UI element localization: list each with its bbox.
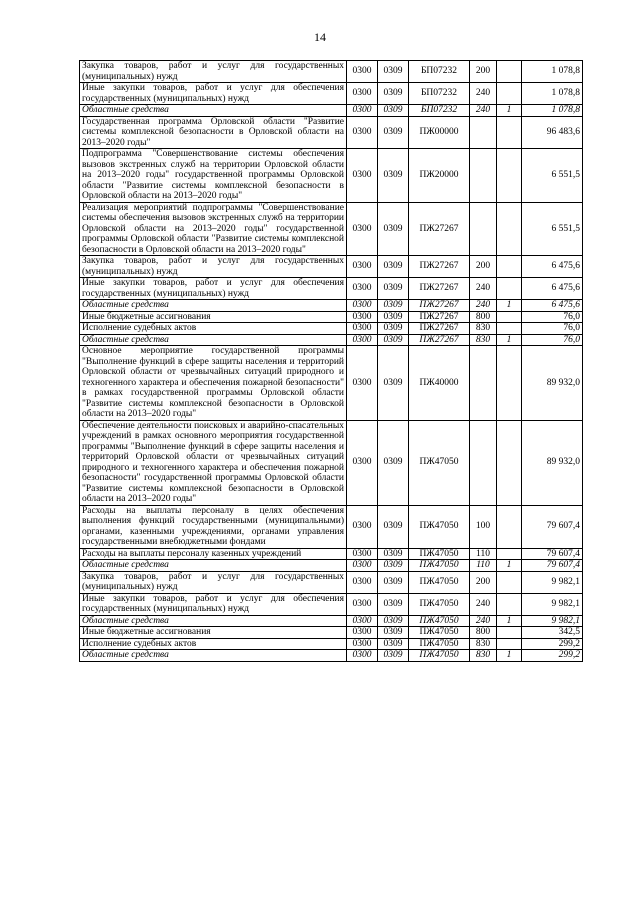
row-funding-source: 1	[497, 300, 522, 312]
row-target-article: БП07232	[409, 105, 470, 117]
row-razdel: 0300	[347, 202, 378, 256]
row-funding-source: 1	[497, 615, 522, 627]
row-podrazdel: 0309	[378, 650, 409, 662]
row-amount: 6 551,5	[522, 149, 583, 203]
row-amount: 89 932,0	[522, 420, 583, 505]
row-target-article: ПЖ27267	[409, 256, 470, 278]
row-funding-source	[497, 346, 522, 421]
table-row	[80, 571, 583, 593]
table-row	[80, 334, 583, 346]
row-amount: 76,0	[522, 334, 583, 346]
row-razdel: 0300	[347, 300, 378, 312]
row-target-article: ПЖ47050	[409, 638, 470, 650]
table-row	[80, 311, 583, 323]
row-expense-type: 800	[470, 311, 497, 323]
row-name: Исполнение судебных актов	[80, 323, 347, 335]
row-name: Исполнение судебных актов	[80, 638, 347, 650]
row-funding-source	[497, 638, 522, 650]
row-name: Закупка товаров, работ и услуг для государственных (муниципальных) нужд	[80, 571, 347, 593]
row-target-article: ПЖ27267	[409, 311, 470, 323]
row-name: Областные средства	[80, 650, 347, 662]
row-name: Иные закупки товаров, работ и услуг для обеспечения государственных (муниципальных) нужд	[80, 278, 347, 300]
row-funding-source: 1	[497, 105, 522, 117]
row-razdel: 0300	[347, 560, 378, 572]
row-funding-source	[497, 505, 522, 548]
row-funding-source	[497, 116, 522, 149]
row-name: Областные средства	[80, 560, 347, 572]
row-target-article: БП07232	[409, 61, 470, 83]
row-name: Подпрограмма "Совершенствование системы обеспечения вызовов экстренных служб на территории Орловской области на 2013–2020 годы" государственной программы Орловской области "Развитие системы комплексной безопасности в Орловской области на 2013–2020 годы"	[80, 149, 347, 203]
row-target-article: ПЖ47050	[409, 650, 470, 662]
row-amount: 9 982,1	[522, 615, 583, 627]
row-target-article: ПЖ27267	[409, 278, 470, 300]
row-podrazdel: 0309	[378, 83, 409, 105]
row-target-article: ПЖ47050	[409, 548, 470, 560]
row-funding-source	[497, 61, 522, 83]
row-razdel: 0300	[347, 116, 378, 149]
row-target-article: ПЖ47050	[409, 593, 470, 615]
row-podrazdel: 0309	[378, 560, 409, 572]
table-row	[80, 615, 583, 627]
row-name: Иные закупки товаров, работ и услуг для обеспечения государственных (муниципальных) нужд	[80, 593, 347, 615]
row-podrazdel: 0309	[378, 149, 409, 203]
row-name: Закупка товаров, работ и услуг для государственных (муниципальных) нужд	[80, 256, 347, 278]
row-podrazdel: 0309	[378, 571, 409, 593]
row-target-article: ПЖ00000	[409, 116, 470, 149]
row-razdel: 0300	[347, 615, 378, 627]
row-podrazdel: 0309	[378, 278, 409, 300]
row-razdel: 0300	[347, 571, 378, 593]
table-row	[80, 300, 583, 312]
row-podrazdel: 0309	[378, 202, 409, 256]
row-target-article: ПЖ27267	[409, 202, 470, 256]
row-target-article: ПЖ47050	[409, 627, 470, 639]
row-target-article: ПЖ20000	[409, 149, 470, 203]
row-target-article: ПЖ47050	[409, 560, 470, 572]
row-amount: 9 982,1	[522, 571, 583, 593]
row-funding-source: 1	[497, 560, 522, 572]
row-funding-source	[497, 323, 522, 335]
row-expense-type: 800	[470, 627, 497, 639]
row-razdel: 0300	[347, 548, 378, 560]
table-row	[80, 505, 583, 548]
row-target-article: ПЖ27267	[409, 300, 470, 312]
row-funding-source	[497, 420, 522, 505]
row-podrazdel: 0309	[378, 311, 409, 323]
row-expense-type: 240	[470, 615, 497, 627]
row-razdel: 0300	[347, 149, 378, 203]
row-podrazdel: 0309	[378, 323, 409, 335]
row-amount: 79 607,4	[522, 560, 583, 572]
row-name: Закупка товаров, работ и услуг для государственных (муниципальных) нужд	[80, 61, 347, 83]
row-expense-type: 830	[470, 638, 497, 650]
row-amount: 89 932,0	[522, 346, 583, 421]
row-amount: 76,0	[522, 323, 583, 335]
table-row	[80, 323, 583, 335]
row-amount: 79 607,4	[522, 505, 583, 548]
row-name: Областные средства	[80, 334, 347, 346]
row-expense-type: 100	[470, 505, 497, 548]
row-funding-source	[497, 571, 522, 593]
row-razdel: 0300	[347, 334, 378, 346]
row-funding-source	[497, 311, 522, 323]
row-funding-source	[497, 627, 522, 639]
row-podrazdel: 0309	[378, 256, 409, 278]
row-razdel: 0300	[347, 627, 378, 639]
row-expense-type: 200	[470, 61, 497, 83]
table-row	[80, 627, 583, 639]
row-razdel: 0300	[347, 420, 378, 505]
row-amount: 1 078,8	[522, 61, 583, 83]
row-name: Областные средства	[80, 615, 347, 627]
table-row	[80, 116, 583, 149]
row-expense-type	[470, 420, 497, 505]
row-target-article: ПЖ47050	[409, 505, 470, 548]
row-target-article: БП07232	[409, 83, 470, 105]
row-funding-source	[497, 202, 522, 256]
row-razdel: 0300	[347, 346, 378, 421]
row-amount: 299,2	[522, 638, 583, 650]
table-row	[80, 638, 583, 650]
row-expense-type: 110	[470, 548, 497, 560]
row-razdel: 0300	[347, 278, 378, 300]
row-podrazdel: 0309	[378, 334, 409, 346]
row-target-article: ПЖ47050	[409, 615, 470, 627]
row-podrazdel: 0309	[378, 420, 409, 505]
row-amount: 6 551,5	[522, 202, 583, 256]
table-row	[80, 105, 583, 117]
row-podrazdel: 0309	[378, 548, 409, 560]
row-amount: 76,0	[522, 311, 583, 323]
row-expense-type	[470, 346, 497, 421]
table-row	[80, 593, 583, 615]
row-expense-type: 830	[470, 334, 497, 346]
row-name: Областные средства	[80, 105, 347, 117]
row-razdel: 0300	[347, 505, 378, 548]
row-funding-source	[497, 83, 522, 105]
row-expense-type: 240	[470, 105, 497, 117]
row-podrazdel: 0309	[378, 61, 409, 83]
row-amount: 6 475,6	[522, 256, 583, 278]
row-funding-source	[497, 149, 522, 203]
row-razdel: 0300	[347, 650, 378, 662]
row-target-article: ПЖ47050	[409, 571, 470, 593]
row-name: Областные средства	[80, 300, 347, 312]
row-razdel: 0300	[347, 61, 378, 83]
row-expense-type: 240	[470, 83, 497, 105]
budget-table-body	[80, 61, 583, 662]
row-amount: 342,5	[522, 627, 583, 639]
row-target-article: ПЖ40000	[409, 346, 470, 421]
row-podrazdel: 0309	[378, 105, 409, 117]
row-expense-type: 830	[470, 323, 497, 335]
table-row	[80, 149, 583, 203]
table-row	[80, 420, 583, 505]
row-expense-type: 240	[470, 593, 497, 615]
row-razdel: 0300	[347, 83, 378, 105]
row-expense-type: 200	[470, 256, 497, 278]
row-name: Иные бюджетные ассигнования	[80, 627, 347, 639]
row-name: Иные бюджетные ассигнования	[80, 311, 347, 323]
row-podrazdel: 0309	[378, 116, 409, 149]
row-name: Иные закупки товаров, работ и услуг для обеспечения государственных (муниципальных) нужд	[80, 83, 347, 105]
page-number: 14	[314, 30, 326, 44]
table-row	[80, 83, 583, 105]
row-name: Государственная программа Орловской области "Развитие системы комплексной безопасности в Орловской области на 2013–2020 годы"	[80, 116, 347, 149]
row-funding-source	[497, 256, 522, 278]
row-funding-source: 1	[497, 334, 522, 346]
row-amount: 9 982,1	[522, 593, 583, 615]
row-razdel: 0300	[347, 105, 378, 117]
row-razdel: 0300	[347, 638, 378, 650]
table-row	[80, 256, 583, 278]
row-expense-type: 110	[470, 560, 497, 572]
row-podrazdel: 0309	[378, 638, 409, 650]
row-expense-type: 240	[470, 278, 497, 300]
row-expense-type	[470, 116, 497, 149]
row-name: Расходы на выплаты персоналу казенных учреждений	[80, 548, 347, 560]
row-podrazdel: 0309	[378, 627, 409, 639]
table-row	[80, 346, 583, 421]
row-razdel: 0300	[347, 323, 378, 335]
table-row	[80, 650, 583, 662]
table-row	[80, 61, 583, 83]
row-podrazdel: 0309	[378, 346, 409, 421]
row-expense-type	[470, 202, 497, 256]
row-funding-source: 1	[497, 650, 522, 662]
row-name: Реализация мероприятий подпрограммы "Совершенствование системы обеспечения вызовов экстренных служб на территории Орловской области на 2013–2020 годы" государственной программы Орловской области "Развитие системы комплексной безопасности в Орловской области на 2013–2020 годы"	[80, 202, 347, 256]
row-expense-type	[470, 149, 497, 203]
row-podrazdel: 0309	[378, 593, 409, 615]
row-amount: 6 475,6	[522, 300, 583, 312]
row-razdel: 0300	[347, 311, 378, 323]
row-target-article: ПЖ47050	[409, 420, 470, 505]
row-name: Расходы на выплаты персоналу в целях обеспечения выполнения функций государственными (муниципальными) органами, казенными учреждениями, органами управления государственными внебюджетными фондами	[80, 505, 347, 548]
row-target-article: ПЖ27267	[409, 334, 470, 346]
table-row	[80, 202, 583, 256]
row-amount: 6 475,6	[522, 278, 583, 300]
row-razdel: 0300	[347, 256, 378, 278]
row-amount: 79 607,4	[522, 548, 583, 560]
table-row	[80, 548, 583, 560]
table-row	[80, 560, 583, 572]
row-podrazdel: 0309	[378, 300, 409, 312]
row-podrazdel: 0309	[378, 505, 409, 548]
row-funding-source	[497, 548, 522, 560]
row-funding-source	[497, 278, 522, 300]
row-amount: 96 483,6	[522, 116, 583, 149]
row-podrazdel: 0309	[378, 615, 409, 627]
row-amount: 1 078,8	[522, 83, 583, 105]
row-expense-type: 830	[470, 650, 497, 662]
row-target-article: ПЖ27267	[409, 323, 470, 335]
row-name: Обеспечение деятельности поисковых и аварийно-спасательных учреждений в рамках основного мероприятия государственной программы "Выполнение функций в сфере защиты населения и территорий Орловской области от чрезвычайных ситуаций природного и техногенного характера и обеспечения пожарной безопасности" государственной программы Орловской области "Развитие системы комплексной безопасности в Орловской области на 2013–2020 годы"	[80, 420, 347, 505]
row-razdel: 0300	[347, 593, 378, 615]
row-funding-source	[497, 593, 522, 615]
row-expense-type: 240	[470, 300, 497, 312]
row-amount: 299,2	[522, 650, 583, 662]
row-amount: 1 078,8	[522, 105, 583, 117]
row-expense-type: 200	[470, 571, 497, 593]
row-name: Основное мероприятие государственной программы "Выполнение функций в сфере защиты населения и территорий Орловской области от чрезвычайных ситуаций природного и техногенного характера и обеспечения пожарной безопасности" в рамках государственной программы Орловской области "Развитие системы комплексной безопасности в Орловской области на 2013–2020 годы"	[80, 346, 347, 421]
budget-table	[79, 60, 583, 662]
table-row	[80, 278, 583, 300]
